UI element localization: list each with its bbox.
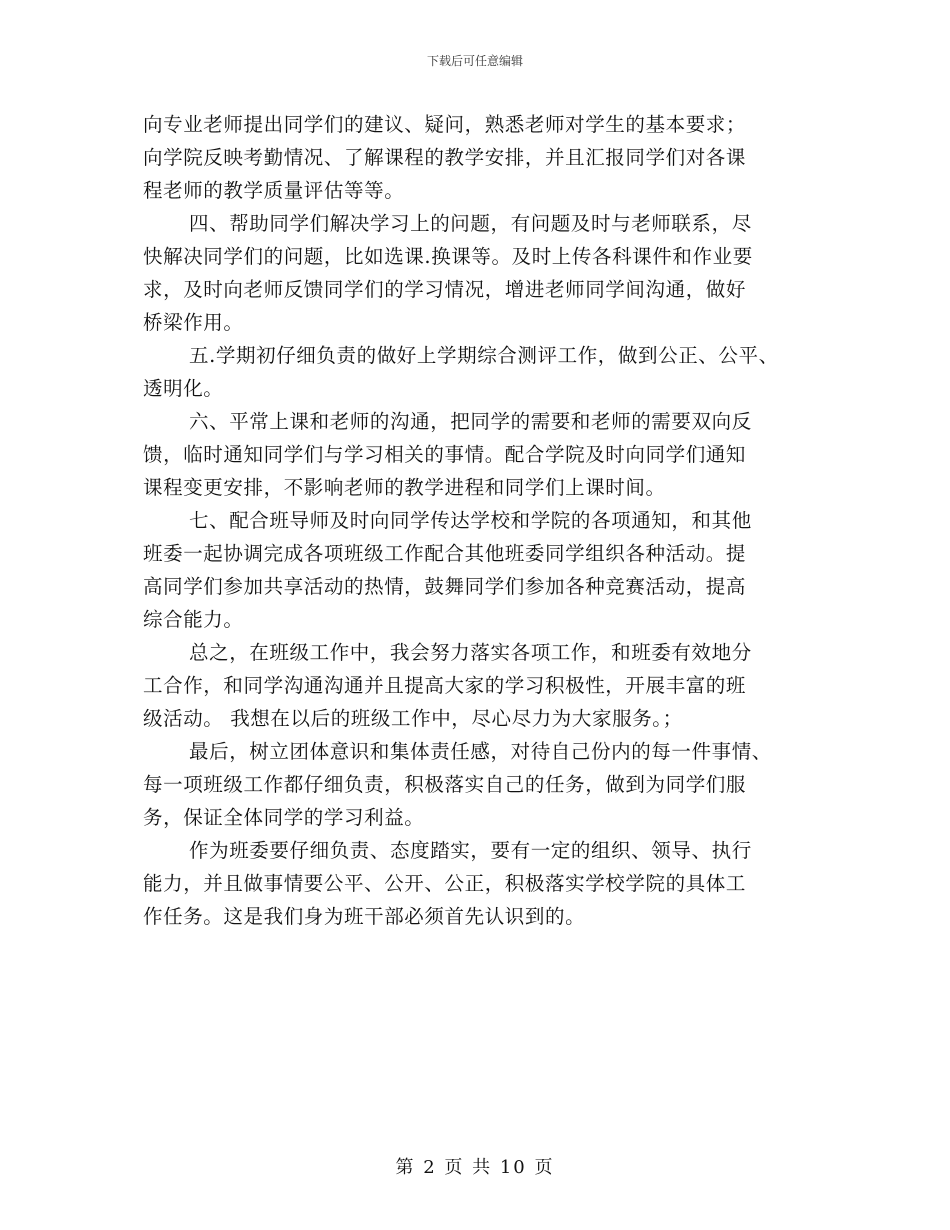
text-line: 高同学们参加共享活动的热情，鼓舞同学们参加各种竞赛活动，提高 bbox=[143, 575, 747, 598]
text-line: 级活动。 我想在以后的班级工作中，尽心尽力为大家服务。； bbox=[143, 707, 683, 730]
document-body bbox=[143, 108, 833, 933]
paragraph-four-start: 四、帮助同学们解决学习上的问题，有问题及时与老师联系，尽 bbox=[189, 212, 752, 235]
text-line: 透明化。 bbox=[143, 377, 224, 400]
paragraph-seven-start: 七、配合班导师及时向同学传达学校和学院的各项通知，和其他 bbox=[189, 509, 752, 532]
text-line: 务，保证全体同学的学习利益。 bbox=[143, 806, 425, 829]
text-line: 程老师的教学质量评估等等。 bbox=[143, 179, 405, 202]
paragraph-finally-start: 最后，树立团体意识和集体责任感，对待自己份内的每一件事情、 bbox=[189, 740, 772, 763]
text-line: 每一项班级工作都仔细负责，积极落实自己的任务，做到为同学们服 bbox=[143, 773, 747, 796]
text-line: 向学院反映考勤情况、了解课程的教学安排，并且汇报同学们对各课 bbox=[143, 146, 747, 169]
text-line: 综合能力。 bbox=[143, 608, 244, 631]
paragraph-summary-start: 总之，在班级工作中，我会努力落实各项工作，和班委有效地分 bbox=[189, 641, 752, 664]
text-line: 快解决同学们的问题，比如选课.换课等。及时上传各科课件和作业要 bbox=[143, 245, 753, 268]
text-line: 班委一起协调完成各项班级工作配合其他班委同学组织各种活动。提 bbox=[143, 542, 747, 565]
text-line: 课程变更安排，不影响老师的教学进程和同学们上课时间。 bbox=[143, 476, 666, 499]
paragraph-six-start: 六、平常上课和老师的沟通，把同学的需要和老师的需要双向反 bbox=[189, 410, 752, 433]
page-number: 第 2 页 共 10 页 bbox=[395, 1157, 555, 1178]
text-line: 向专业老师提出同学们的建议、疑问，熟悉老师对学生的基本要求； bbox=[143, 113, 747, 136]
text-line: 作任务。这是我们身为班干部必须首先认识到的。 bbox=[143, 905, 586, 928]
paragraph-committee-start: 作为班委要仔细负责、态度踏实，要有一定的组织、领导、执行 bbox=[189, 839, 752, 862]
page-header: 下载后可任意编辑 bbox=[426, 54, 523, 68]
text-line: 桥梁作用。 bbox=[143, 311, 244, 334]
text-line: 求，及时向老师反馈同学们的学习情况，增进老师同学间沟通，做好 bbox=[143, 278, 747, 301]
text-line: 能力，并且做事情要公平、公开、公正，积极落实学校学院的具体工 bbox=[143, 872, 747, 895]
text-line: 工合作，和同学沟通沟通并且提高大家的学习积极性，开展丰富的班 bbox=[143, 674, 747, 697]
text-line: 馈，临时通知同学们与学习相关的事情。配合学院及时向同学们通知 bbox=[143, 443, 747, 466]
paragraph-five-start: 五.学期初仔细负责的做好上学期综合测评工作，做到公正、公平、 bbox=[189, 344, 779, 367]
